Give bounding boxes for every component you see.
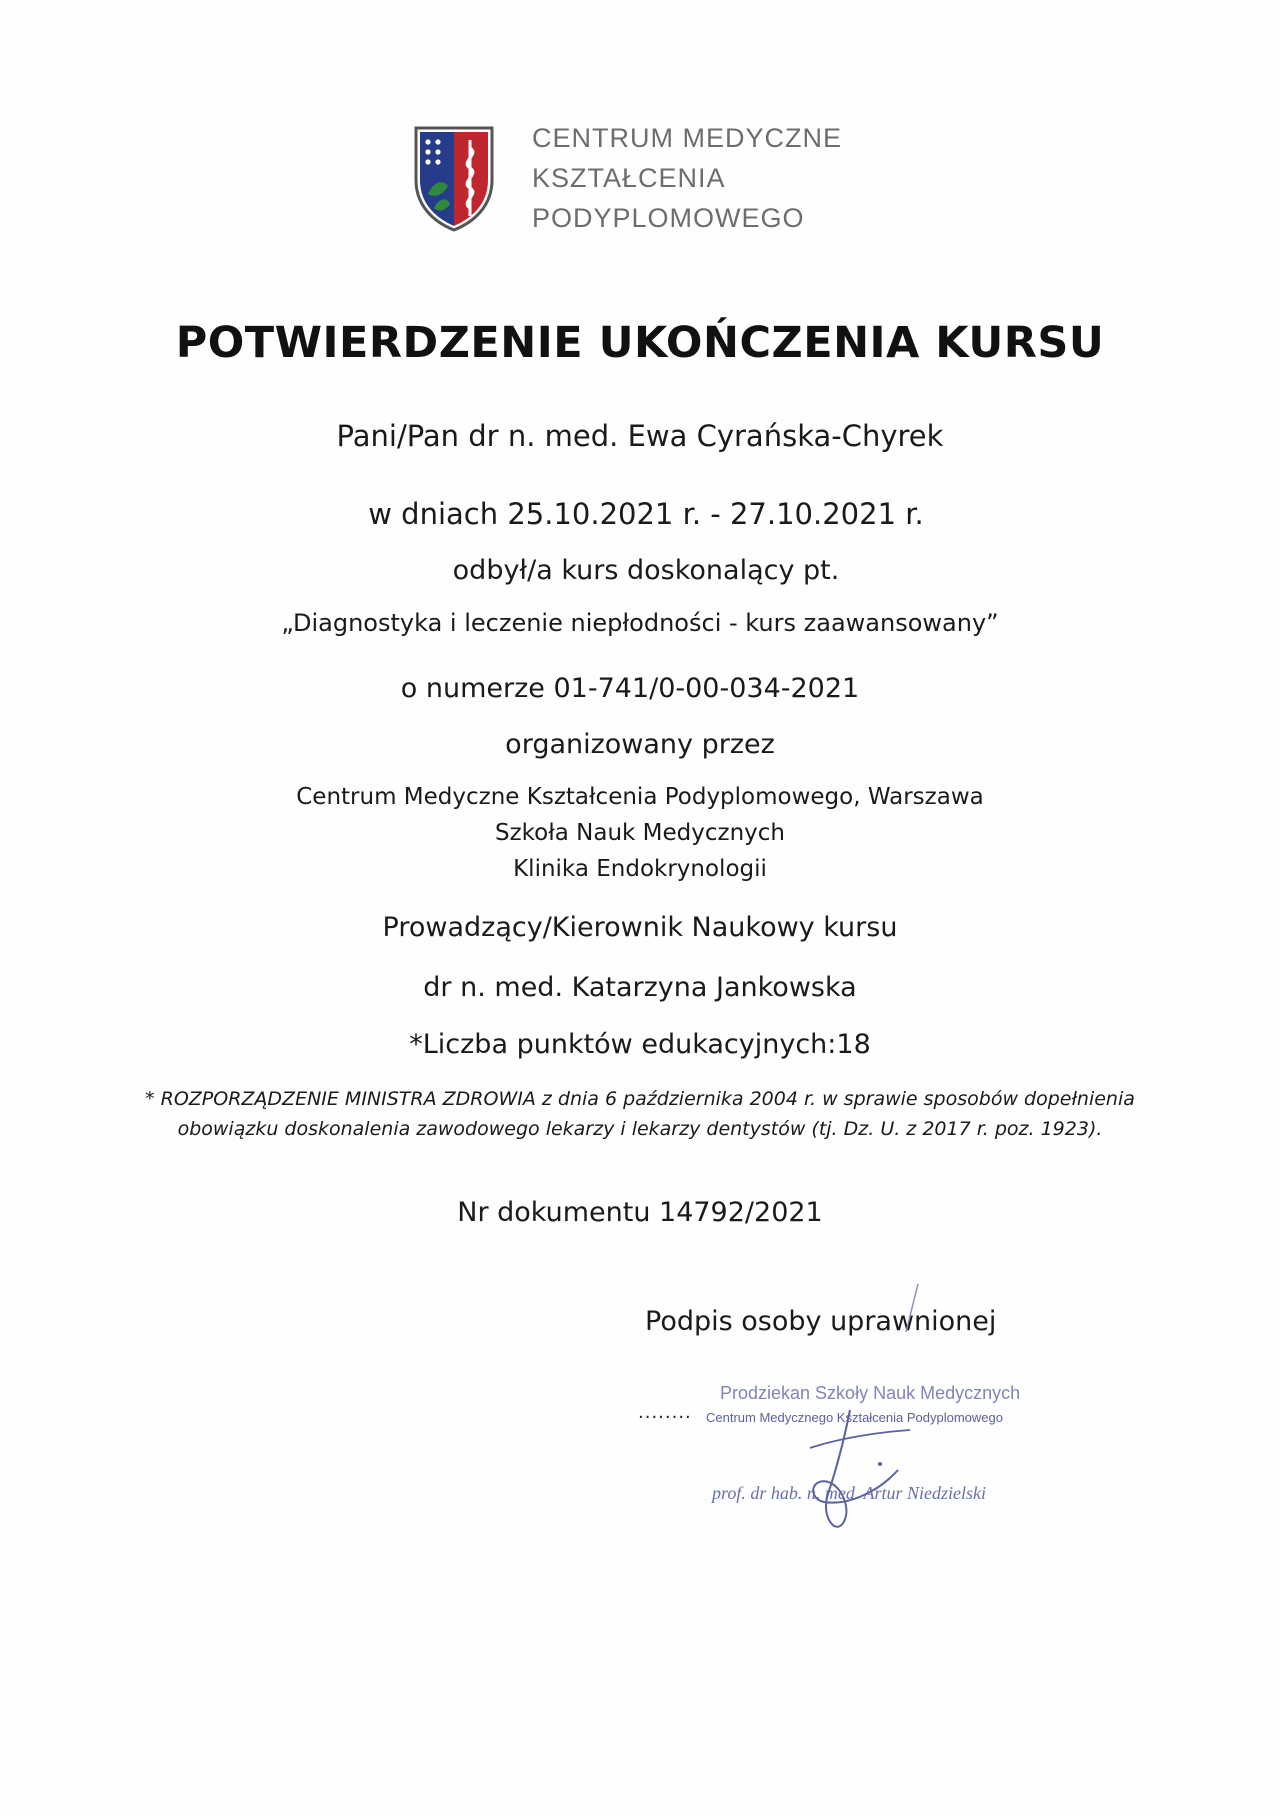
course-lead-label: Prowadzący/Kierownik Naukowy kursu (382, 912, 898, 943)
org-name-line3: PODYPLOMOWEGO (532, 203, 805, 233)
header (412, 118, 842, 238)
handwritten-signature (740, 1280, 960, 1540)
organized-by-label: organizowany przez (505, 729, 775, 760)
stamp-institution-line: Centrum Medycznego Kształcenia Podyplomowego (706, 1410, 1003, 1425)
signature-label: Podpis osoby uprawnionej (645, 1306, 997, 1337)
org-name-line1: CENTRUM MEDYCZNE (532, 123, 842, 153)
signature-dots: ........ (638, 1402, 692, 1423)
stamp-signatory-name: prof. dr hab. n. med. Artur Niedzielski (712, 1483, 986, 1503)
org-name (532, 118, 842, 238)
completion-statement: odbył/a kurs doskonalący pt. (452, 555, 840, 586)
education-points: *Liczba punktów edukacyjnych:18 (409, 1029, 871, 1060)
institution-line2: Szkoła Nauk Medycznych (494, 820, 786, 846)
recipient-name: Pani/Pan dr n. med. Ewa Cyrańska-Chyrek (336, 419, 944, 453)
document-title: POTWIERDZENIE UKOŃCZENIA KURSU (175, 318, 1105, 368)
institution-line3: Klinika Endokrynologii (513, 856, 767, 882)
course-number: o numerze 01-741/0-00-034-2021 (400, 673, 860, 704)
stamp-title-line: Prodziekan Szkoły Nauk Medycznych (720, 1383, 1021, 1403)
institution-line1: Centrum Medyczne Kształcenia Podyplomowego, Warszawa (296, 784, 984, 810)
course-lead-name: dr n. med. Katarzyna Jankowska (423, 972, 857, 1003)
medical-crest-icon (412, 124, 496, 234)
course-title: „Diagnostyka i leczenie niepłodności - kurs zaawansowany” (281, 609, 999, 637)
org-name-line2: KSZTAŁCENIA (532, 163, 726, 193)
regulation-footnote: * ROZPORZĄDZENIE MINISTRA ZDROWIA z dnia 6 października 2004 r. w sprawie sposobów dopełnienia obowiązku doskonalenia zawodowego lekarzy i lekarzy dentystów (tj. Dz. U. z 2017 r. poz. 1923). (145, 1088, 1135, 1140)
course-dates: w dniach 25.10.2021 r. - 27.10.2021 r. (368, 497, 924, 531)
document-number: Nr dokumentu 14792/2021 (457, 1197, 823, 1228)
